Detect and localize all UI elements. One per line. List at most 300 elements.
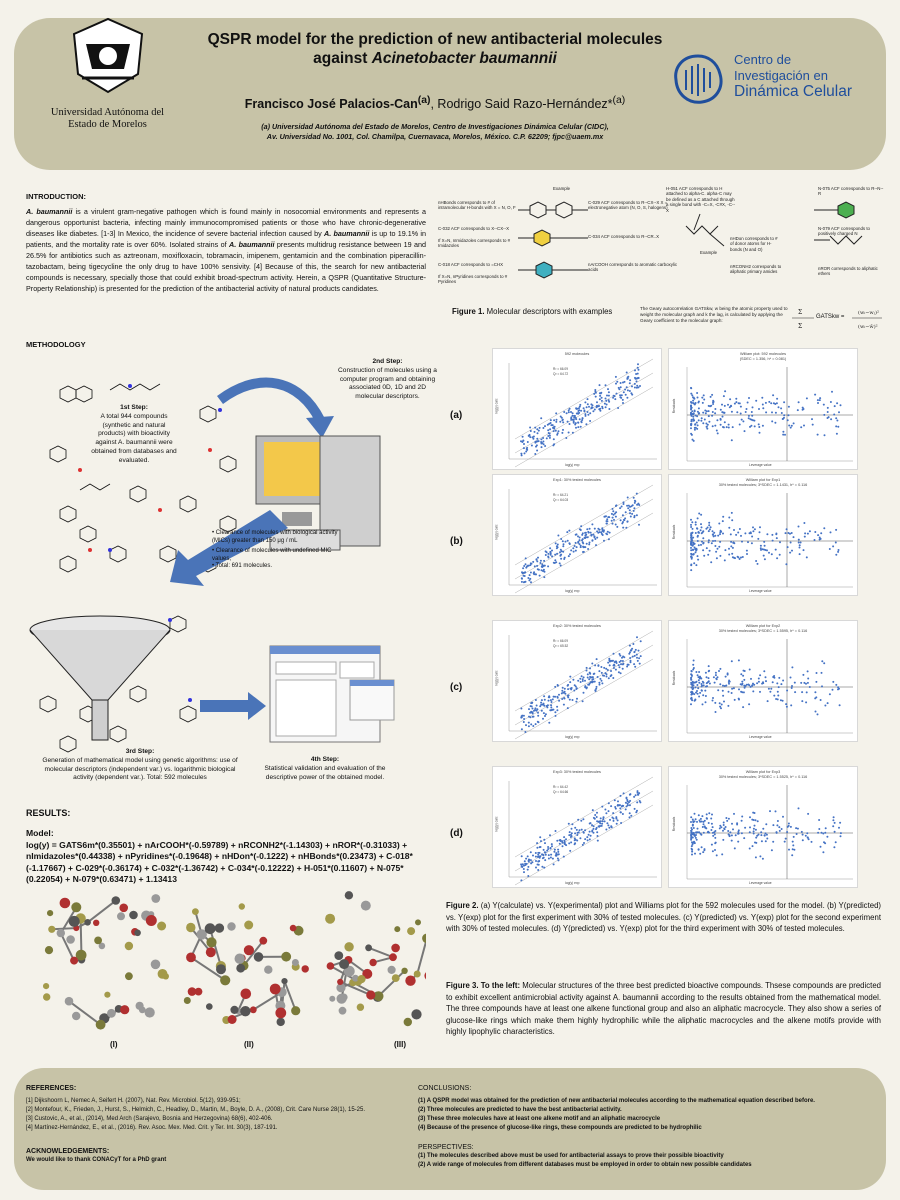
data-point [528, 861, 530, 863]
data-point [690, 524, 692, 526]
author-2-affil: (a) [612, 95, 626, 106]
data-point [765, 402, 767, 404]
data-point [616, 381, 618, 383]
intro-text-part: is up to 19.1% in patients, and the mortality rate is over 60%. Isolated strains of [26, 229, 426, 249]
data-point [690, 387, 692, 389]
atom [120, 1005, 129, 1014]
data-point [606, 523, 608, 525]
data-point [634, 808, 636, 810]
x-axis-label: Leverage value [749, 735, 772, 739]
reference-item: [1] Dijkshoorn L, Nemec A, Seifert H. (2007), Nat. Rev. Microbiol. 5(12), 939-951; [26, 1098, 241, 1104]
data-point [620, 672, 622, 674]
data-point [551, 843, 553, 845]
data-point [714, 837, 716, 839]
data-point [520, 453, 522, 455]
data-point [599, 825, 601, 827]
data-point [754, 425, 756, 427]
data-point [532, 712, 534, 714]
data-point [819, 397, 821, 399]
data-point [540, 702, 542, 704]
data-point [697, 555, 699, 557]
data-point [625, 802, 627, 804]
data-point [705, 827, 707, 829]
data-point [801, 700, 803, 702]
data-point [533, 716, 535, 718]
data-point [600, 666, 602, 668]
descriptor-narcooh: nArCOOH corresponds to aromatic carboxylic acids [588, 262, 678, 273]
data-point [636, 380, 638, 382]
data-point [579, 406, 581, 408]
data-point [706, 818, 708, 820]
data-point [725, 685, 727, 687]
data-point [629, 382, 631, 384]
data-point [535, 852, 537, 854]
atom [239, 903, 245, 909]
data-point [615, 524, 617, 526]
data-point [690, 420, 692, 422]
data-point [571, 835, 573, 837]
data-point [573, 551, 575, 553]
data-point [780, 699, 782, 701]
data-point [790, 427, 792, 429]
data-point [634, 387, 636, 389]
williams-points [669, 475, 859, 597]
data-point [569, 423, 571, 425]
data-point [696, 821, 698, 823]
data-point [612, 812, 614, 814]
data-point [698, 696, 700, 698]
descriptor-n075: N-075 ACF corresponds to R--N--R [818, 186, 884, 197]
data-point [715, 711, 717, 713]
atom [250, 1006, 257, 1013]
data-point [636, 385, 638, 387]
data-point [600, 820, 602, 822]
data-point [733, 687, 735, 689]
data-point [726, 426, 728, 428]
data-point [793, 536, 795, 538]
data-point [704, 690, 706, 692]
data-point [740, 406, 742, 408]
data-point [601, 806, 603, 808]
data-point [619, 666, 621, 668]
data-point [539, 857, 541, 859]
data-point [567, 707, 569, 709]
data-point [611, 520, 613, 522]
data-point [563, 543, 565, 545]
data-point [740, 557, 742, 559]
atom [424, 971, 426, 981]
data-point [722, 685, 724, 687]
data-point [599, 529, 601, 531]
data-point [697, 532, 699, 534]
data-point [720, 424, 722, 426]
atom [327, 962, 335, 970]
data-point [749, 848, 751, 850]
data-point [755, 842, 757, 844]
atom [357, 975, 365, 983]
data-point [709, 550, 711, 552]
data-point [537, 721, 539, 723]
data-point [603, 667, 605, 669]
data-point [832, 689, 834, 691]
geary-description: The Geary autocorrelation GATSkw, w being the atomic property used to weight the molecular graph and k the lag, is calculated by applying the Geary coefficient to the molecular graph: [640, 306, 788, 323]
data-point [633, 796, 635, 798]
data-point [524, 731, 526, 733]
data-point [755, 829, 757, 831]
data-point [553, 696, 555, 698]
data-point [554, 559, 556, 561]
data-point [599, 684, 601, 686]
data-point [629, 509, 631, 511]
data-point [544, 859, 546, 861]
data-point [738, 688, 740, 690]
data-point [525, 557, 527, 559]
poster-title [185, 30, 685, 68]
data-point [591, 824, 593, 826]
data-point [608, 408, 610, 410]
data-point [620, 660, 622, 662]
data-point [715, 672, 717, 674]
data-point [550, 419, 552, 421]
data-point [619, 507, 621, 509]
data-point [608, 399, 610, 401]
data-point [550, 707, 552, 709]
data-point [721, 704, 723, 706]
data-point [524, 575, 526, 577]
scatter-points [493, 349, 663, 471]
data-point [746, 550, 748, 552]
atom [188, 987, 197, 996]
data-point [840, 832, 842, 834]
data-point [625, 527, 627, 529]
data-point [694, 820, 696, 822]
data-point [561, 417, 563, 419]
data-point [573, 422, 575, 424]
data-point [759, 674, 761, 676]
data-point [761, 397, 763, 399]
data-point [555, 855, 557, 857]
atom [206, 947, 216, 957]
data-point [561, 692, 563, 694]
data-point [574, 843, 576, 845]
data-point [744, 670, 746, 672]
data-point [549, 435, 551, 437]
data-point [705, 528, 707, 530]
data-point [807, 813, 809, 815]
data-point [545, 554, 547, 556]
data-point [696, 428, 698, 430]
data-point [596, 401, 598, 403]
data-point [781, 828, 783, 830]
data-point [717, 535, 719, 537]
data-point [701, 526, 703, 528]
data-point [551, 701, 553, 703]
data-point [524, 860, 526, 862]
data-point [541, 866, 543, 868]
data-point [635, 794, 637, 796]
data-point [565, 541, 567, 543]
data-point [569, 681, 571, 683]
data-point [522, 436, 524, 438]
data-point [741, 683, 743, 685]
data-point [720, 707, 722, 709]
data-point [575, 542, 577, 544]
data-point [748, 415, 750, 417]
data-point [604, 403, 606, 405]
data-point [629, 812, 631, 814]
data-point [740, 413, 742, 415]
data-point [531, 702, 533, 704]
data-point [791, 550, 793, 552]
data-point [716, 854, 718, 856]
compound-2-icon [184, 903, 309, 1026]
data-point [692, 413, 694, 415]
calc-vs-exp-plot [492, 766, 662, 888]
data-point [556, 419, 558, 421]
data-point [585, 536, 587, 538]
data-point [548, 700, 550, 702]
data-point [711, 394, 713, 396]
data-point [620, 519, 622, 521]
ack-text: We would like to thank CONACyT for a PhD grant [26, 1157, 167, 1163]
data-point [806, 832, 808, 834]
data-point [604, 809, 606, 811]
data-point [823, 527, 825, 529]
data-point [592, 678, 594, 680]
data-point [554, 562, 556, 564]
data-point [739, 402, 741, 404]
data-point [565, 437, 567, 439]
data-point [790, 826, 792, 828]
data-point [760, 545, 762, 547]
data-point [691, 697, 693, 699]
data-point [597, 835, 599, 837]
figure2-row-label: (d) [450, 828, 463, 839]
atom [244, 921, 253, 930]
brain-icon [668, 50, 728, 110]
data-point [772, 841, 774, 843]
data-point [778, 826, 780, 828]
r2-value: R² = 66.09 [553, 639, 568, 643]
q2-value: Q² = 64.03 [553, 498, 569, 502]
data-point [692, 685, 694, 687]
data-point [580, 546, 582, 548]
data-point [782, 434, 784, 436]
data-point [785, 838, 787, 840]
data-point [690, 547, 692, 549]
data-point [563, 411, 565, 413]
data-point [712, 540, 714, 542]
data-point [599, 678, 601, 680]
data-point [830, 418, 832, 420]
data-point [575, 550, 577, 552]
fit-line [515, 791, 653, 871]
data-point [592, 407, 594, 409]
data-point [766, 533, 768, 535]
data-point [744, 532, 746, 534]
data-point [833, 414, 835, 416]
data-point [549, 428, 551, 430]
data-point [710, 405, 712, 407]
data-point [728, 680, 730, 682]
data-point [806, 691, 808, 693]
data-point [543, 867, 545, 869]
data-point [779, 541, 781, 543]
x-axis-label: Leverage value [749, 881, 772, 885]
data-point [712, 850, 714, 852]
data-point [583, 692, 585, 694]
data-point [745, 411, 747, 413]
data-point [709, 683, 711, 685]
step2-title: 2nd Step: [372, 358, 403, 365]
university-name-line1: Universidad Autónoma del [50, 107, 165, 118]
data-point [765, 680, 767, 682]
data-point [731, 840, 733, 842]
data-point [577, 680, 579, 682]
data-point [613, 665, 615, 667]
data-point [536, 705, 538, 707]
data-point [535, 699, 537, 701]
data-point [827, 417, 829, 419]
data-point [690, 433, 692, 435]
data-point [577, 426, 579, 428]
intro-species-name: A. baumannii [324, 229, 370, 238]
data-point [820, 538, 822, 540]
data-point [690, 401, 692, 403]
x-axis-label: Leverage value [749, 463, 772, 467]
data-point [530, 723, 532, 725]
data-point [581, 675, 583, 677]
data-point [632, 656, 634, 658]
data-point [696, 422, 698, 424]
data-point [621, 394, 623, 396]
software-window-icon [270, 646, 394, 742]
curved-arrow-icon [220, 383, 320, 420]
step3-title: 3rd Step: [125, 748, 155, 755]
data-point [611, 826, 613, 828]
data-point [701, 397, 703, 399]
data-point [534, 453, 536, 455]
y-axis-label: log(y) calc [494, 398, 499, 414]
data-point [612, 523, 614, 525]
data-point [723, 828, 725, 830]
data-point [705, 695, 707, 697]
data-point [824, 434, 826, 436]
data-point [702, 851, 704, 853]
data-point [532, 436, 534, 438]
data-point [592, 809, 594, 811]
data-point [787, 546, 789, 548]
data-point [536, 428, 538, 430]
data-point [636, 636, 638, 638]
data-point [692, 664, 694, 666]
data-point [785, 703, 787, 705]
data-point [592, 681, 594, 683]
williams-plot [668, 766, 858, 888]
data-point [691, 682, 693, 684]
data-point [791, 666, 793, 668]
cidc-line2: Investigación en [734, 68, 828, 83]
data-point [702, 412, 704, 414]
data-point [690, 670, 692, 672]
data-point [626, 521, 628, 523]
data-point [553, 863, 555, 865]
data-point [708, 680, 710, 682]
data-point [568, 411, 570, 413]
atom [235, 954, 245, 964]
data-point [572, 699, 574, 701]
data-point [551, 555, 553, 557]
data-point [579, 404, 581, 406]
atom [404, 1018, 412, 1026]
data-point [553, 851, 555, 853]
data-point [719, 541, 721, 543]
data-point [627, 803, 629, 805]
data-point [764, 835, 766, 837]
atom [236, 964, 245, 973]
data-point [532, 708, 534, 710]
data-point [525, 563, 527, 565]
calc-vs-exp-plot [492, 620, 662, 742]
data-point [626, 372, 628, 374]
data-point [534, 427, 536, 429]
data-point [700, 833, 702, 835]
data-point [722, 416, 724, 418]
data-point [548, 557, 550, 559]
data-point [623, 501, 625, 503]
data-point [762, 828, 764, 830]
data-point [698, 419, 700, 421]
data-point [541, 569, 543, 571]
data-point [716, 557, 718, 559]
atom [369, 959, 376, 966]
data-point [707, 831, 709, 833]
atom [366, 990, 375, 999]
data-point [824, 705, 826, 707]
data-point [564, 693, 566, 695]
data-point [562, 845, 564, 847]
data-point [829, 548, 831, 550]
data-point [786, 706, 788, 708]
data-point [590, 835, 592, 837]
data-point [695, 415, 697, 417]
atom [337, 994, 347, 1004]
data-point [831, 391, 833, 393]
data-point [690, 677, 692, 679]
data-point [698, 849, 700, 851]
data-point [728, 818, 730, 820]
data-point [602, 407, 604, 409]
data-point [542, 441, 544, 443]
data-point [626, 505, 628, 507]
data-point [549, 547, 551, 549]
data-point [640, 655, 642, 657]
data-point [585, 415, 587, 417]
data-point [690, 827, 692, 829]
data-point [708, 415, 710, 417]
data-point [730, 533, 732, 535]
data-point [691, 699, 693, 701]
data-point [580, 820, 582, 822]
data-point [838, 549, 840, 551]
data-point [708, 530, 710, 532]
data-point [561, 698, 563, 700]
data-point [634, 655, 636, 657]
data-point [560, 549, 562, 551]
data-point [637, 373, 639, 375]
data-point [615, 808, 617, 810]
cidc-logo [668, 50, 878, 120]
